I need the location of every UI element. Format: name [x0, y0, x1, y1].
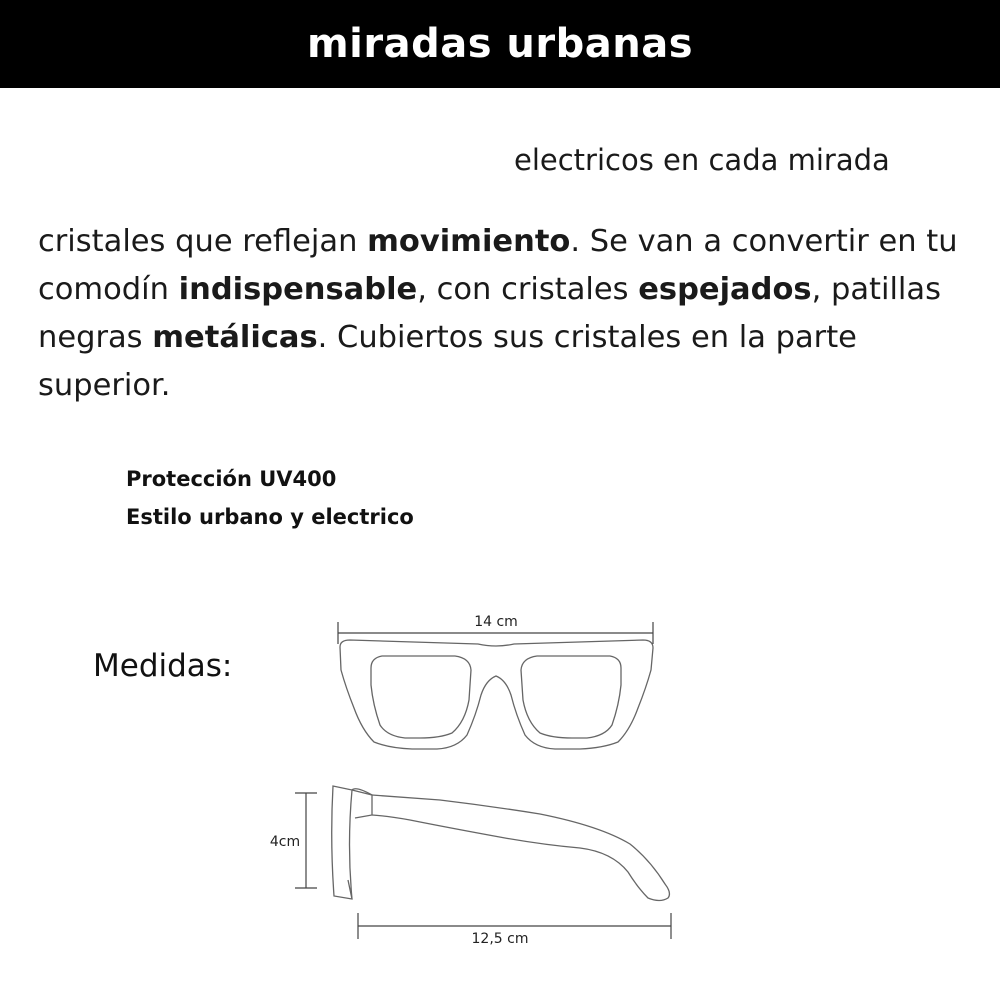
description-part: . Cubiertos sus cristales en la parte superior.: [38, 320, 857, 403]
description-emphasis: espejados: [638, 272, 812, 307]
description-emphasis: metálicas: [152, 320, 318, 355]
feature-item: Protección UV400: [126, 467, 337, 491]
brand-title: miradas urbanas: [306, 21, 694, 67]
description-part: cristales que reflejan: [38, 224, 368, 259]
glasses-side-icon: [332, 786, 670, 901]
description-emphasis: movimiento: [367, 224, 571, 259]
feature-item: Estilo urbano y electrico: [126, 505, 414, 529]
temple-label: 12,5 cm: [471, 931, 529, 947]
width-label: 14 cm: [474, 614, 518, 630]
height-label: 4cm: [269, 834, 301, 850]
description-part: , patillas negras: [38, 272, 941, 355]
description-part: . Se van a convertir en tu comodín: [38, 224, 958, 307]
glasses-front-icon: [340, 640, 653, 749]
description-part: , con cristales: [417, 272, 639, 307]
measurements-title: Medidas:: [93, 648, 233, 684]
description-emphasis: indispensable: [178, 272, 418, 307]
tagline: electricos en cada mirada: [514, 143, 890, 177]
